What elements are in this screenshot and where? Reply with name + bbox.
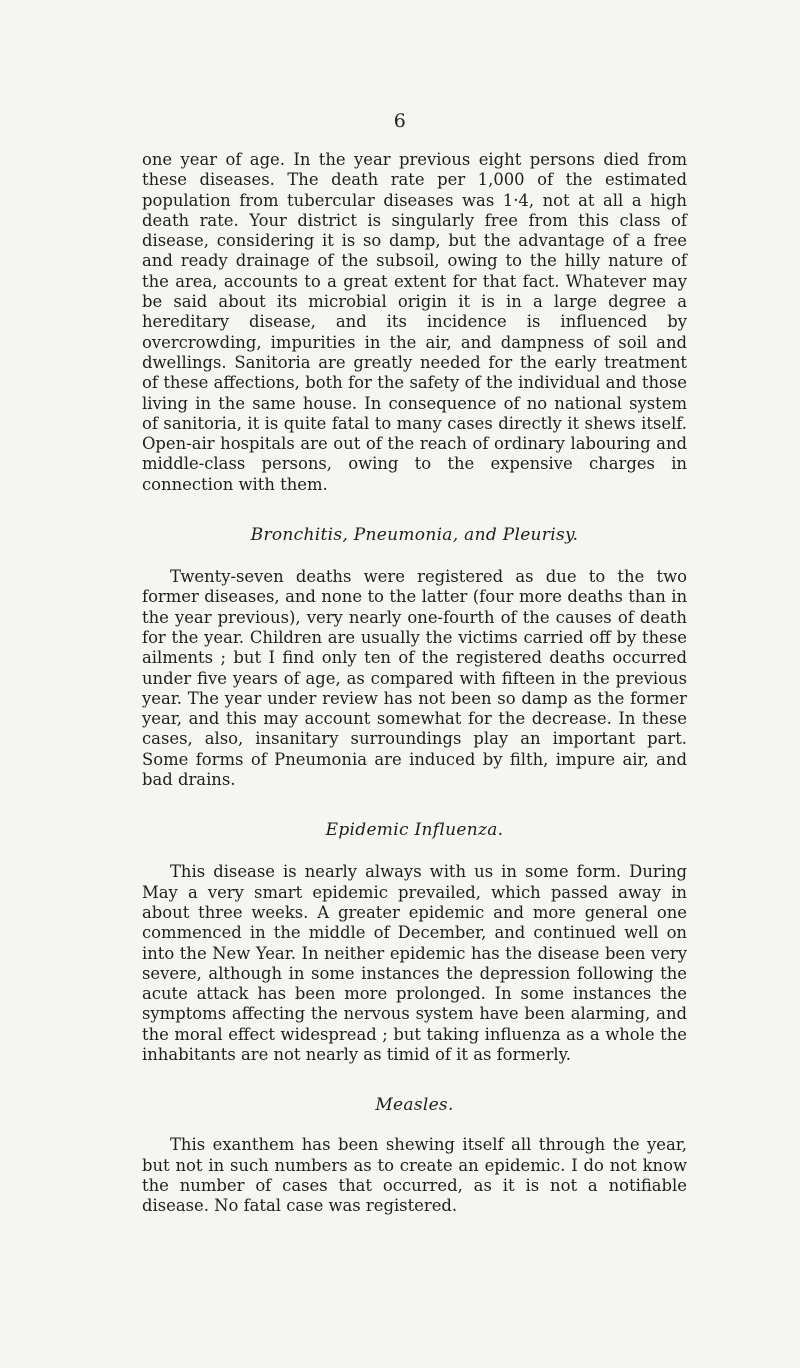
heading-influenza: Epidemic Influenza. <box>325 820 504 841</box>
page-body <box>142 150 687 1216</box>
heading-bronchitis: Bronchitis, Pneumonia, and Pleurisy. <box>250 525 579 546</box>
paragraph-influenza: This disease is nearly always with us in some form. During May a very smart epidemic prevailed, which passed away in about three weeks. A greater epidemic and more general one commenced in the middle of December, and continued well on into the New Year. In neither epidemic has the disease been very severe, although in some instances the depression following the acute attack has been more prolonged. In some instances the symptoms affecting the nervous system have been alarming, and the moral effect widespread ; but taking influenza as a whole the inhabitants are not nearly as timid of it as formerly. <box>142 862 687 1064</box>
paragraph-measles: This exanthem has been shewing itself all through the year, but not in such numbers as to create an epidemic. I do not know the number of cases that occurred, as it is not a notifiable disease. No fatal case was registered. <box>142 1135 687 1216</box>
heading-measles: Measles. <box>375 1095 454 1116</box>
paragraph-bronchitis: Twenty-seven deaths were registered as due to the two former diseases, and none to the latter (four more deaths than in the year previous), very nearly one-fourth of the causes of death for the year. Children are usually the victims carried off by these ailments ; but I find only ten of the registered deaths occurred under five years of age, as compared with fifteen in the previous year. The year under review has not been so damp as the former year, and this may account somewhat for the decrease. In these cases, also, insanitary surroundings play an important part. Some forms of Pneumonia are induced by filth, impure air, and bad drains. <box>142 567 687 790</box>
paragraph-tubercular: one year of age. In the year previous eight persons died from these diseases. The death rate per 1,000 of the estimated population from tubercular diseases was 1·4, not at all a high death rate. Your district is singularly free from this class of disease, considering it is so damp, but the advantage of a free and ready drainage of the subsoil, owing to the hilly nature of the area, accounts to a great extent for that fact. Whatever may be said about its microbial origin it is in a large degree a hereditary disease, and its incidence is influenced by overcrowding, impurities in the air, and dampness of soil and dwellings. Sanitoria are greatly needed for the early treatment of these affections, both for the safety of the individual and those living in the same house. In consequence of no national system of sanitoria, it is quite fatal to many cases directly it shews itself. Open-air hospitals are out of the reach of ordinary labouring and middle-class persons, owing to the expensive charges in connection with them. <box>142 150 687 494</box>
page-number: 6 <box>393 110 407 132</box>
